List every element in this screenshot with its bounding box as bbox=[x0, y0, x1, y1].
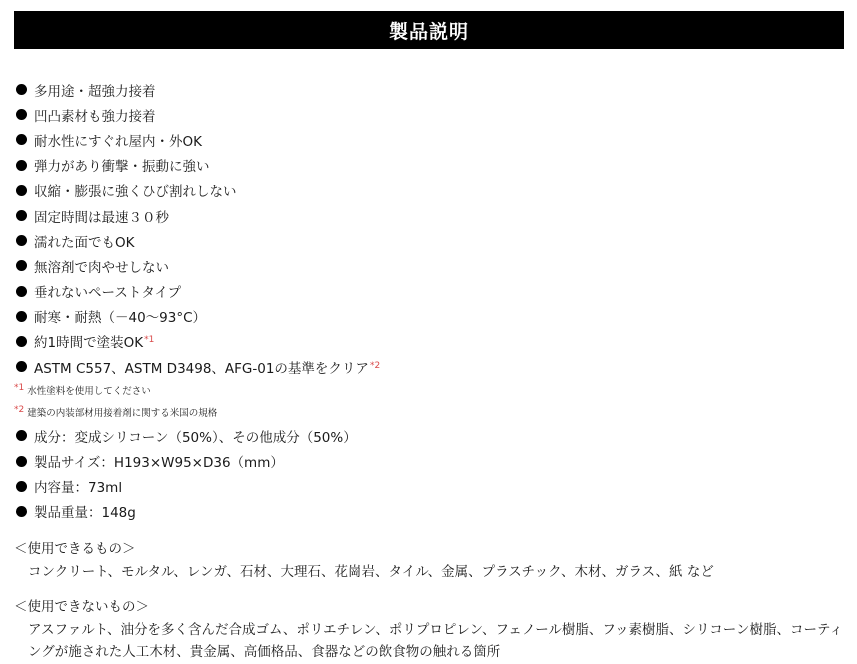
bullet-icon bbox=[16, 84, 27, 95]
feature-item bbox=[14, 127, 844, 152]
spec-item bbox=[14, 423, 844, 448]
footnote-text: 水性塗料を使用してください bbox=[27, 386, 151, 398]
bullet-icon bbox=[16, 481, 27, 492]
spec-text: 製品重量：148g bbox=[34, 505, 136, 522]
bullet-icon bbox=[16, 311, 27, 322]
page-title: 製品説明 bbox=[388, 20, 469, 43]
feature-item bbox=[14, 304, 844, 329]
feature-item bbox=[14, 178, 844, 203]
usable-heading: ＜使用できるもの＞ bbox=[14, 541, 136, 557]
footnote-mark: *2 bbox=[369, 360, 381, 371]
spec-item bbox=[14, 499, 844, 524]
feature-text: 耐寒・耐熱（－40～93°C） bbox=[34, 310, 207, 327]
bullet-icon bbox=[16, 260, 27, 271]
bullet-icon bbox=[16, 134, 27, 145]
feature-text: 弾力があり衝撃・振動に強い bbox=[34, 159, 210, 176]
feature-item bbox=[14, 153, 844, 178]
not-usable-text: アスファルト、油分を多く含んだ合成ゴム、ポリエチレン、ポリプロピレン、フェノール樹脂、フッ素樹脂、シリコーン樹脂、コーティングが施された人工木材、貴金属、高価格品、食器などの飲食物の触れる箇所 bbox=[28, 622, 843, 660]
feature-item bbox=[14, 279, 844, 304]
bullet-icon bbox=[16, 109, 27, 120]
feature-item bbox=[14, 329, 844, 354]
not-usable-section bbox=[14, 596, 844, 663]
feature-item bbox=[14, 228, 844, 253]
spec-text: 成分：変成シリコーン（50%）、その他成分（50%） bbox=[34, 429, 357, 446]
feature-text: 濡れた面でもOK bbox=[34, 234, 135, 251]
footnote-mark: *1 bbox=[144, 335, 155, 346]
bullet-icon bbox=[16, 235, 27, 246]
feature-item bbox=[14, 203, 844, 228]
bullet-icon bbox=[16, 506, 27, 517]
footnote bbox=[14, 379, 844, 401]
footnote-mark: *2 bbox=[14, 405, 25, 416]
spec-text: 内容量：73ml bbox=[34, 480, 123, 497]
feature-text: ASTM C557、ASTM D3498、AFG-01の基準をクリア bbox=[34, 360, 369, 377]
not-usable-heading: ＜使用できないもの＞ bbox=[14, 599, 149, 615]
footnote-mark: *1 bbox=[14, 383, 25, 394]
spec-text: 製品サイズ：H193×W95×D36（mm） bbox=[34, 455, 284, 472]
bullet-icon bbox=[16, 430, 27, 441]
footnote bbox=[14, 401, 844, 423]
feature-text: 凹凸素材も強力接着 bbox=[34, 108, 156, 125]
feature-item bbox=[14, 77, 844, 102]
feature-text: 約1時間で塗装OK bbox=[34, 335, 144, 352]
bullet-icon bbox=[16, 336, 27, 347]
feature-text: 固定時間は最速３０秒 bbox=[34, 209, 169, 226]
feature-list bbox=[14, 77, 844, 524]
feature-text: 収縮・膨張に強くひび割れしない bbox=[34, 184, 237, 201]
bullet-icon bbox=[16, 185, 27, 196]
feature-item bbox=[14, 354, 844, 379]
usable-text: コンクリート、モルタル、レンガ、石材、大理石、花崗岩、タイル、金属、プラスチック、木材、ガラス、紙 など bbox=[28, 564, 714, 580]
spec-item bbox=[14, 448, 844, 473]
bullet-icon bbox=[16, 361, 27, 372]
feature-text: 多用途・超強力接着 bbox=[34, 83, 156, 100]
feature-item bbox=[14, 102, 844, 127]
header-bar bbox=[14, 11, 844, 49]
usable-section bbox=[14, 538, 844, 583]
feature-text: 垂れないペーストタイプ bbox=[34, 285, 182, 302]
footnote-text: 建築の内装部材用接着剤に関する米国の規格 bbox=[27, 408, 218, 420]
bullet-icon bbox=[16, 286, 27, 297]
bullet-icon bbox=[16, 456, 27, 467]
bullet-icon bbox=[16, 210, 27, 221]
feature-item bbox=[14, 253, 844, 278]
feature-text: 耐水性にすぐれ屋内・外OK bbox=[34, 133, 202, 150]
bullet-icon bbox=[16, 160, 27, 171]
spec-item bbox=[14, 474, 844, 499]
feature-text: 無溶剤で肉やせしない bbox=[34, 259, 169, 276]
